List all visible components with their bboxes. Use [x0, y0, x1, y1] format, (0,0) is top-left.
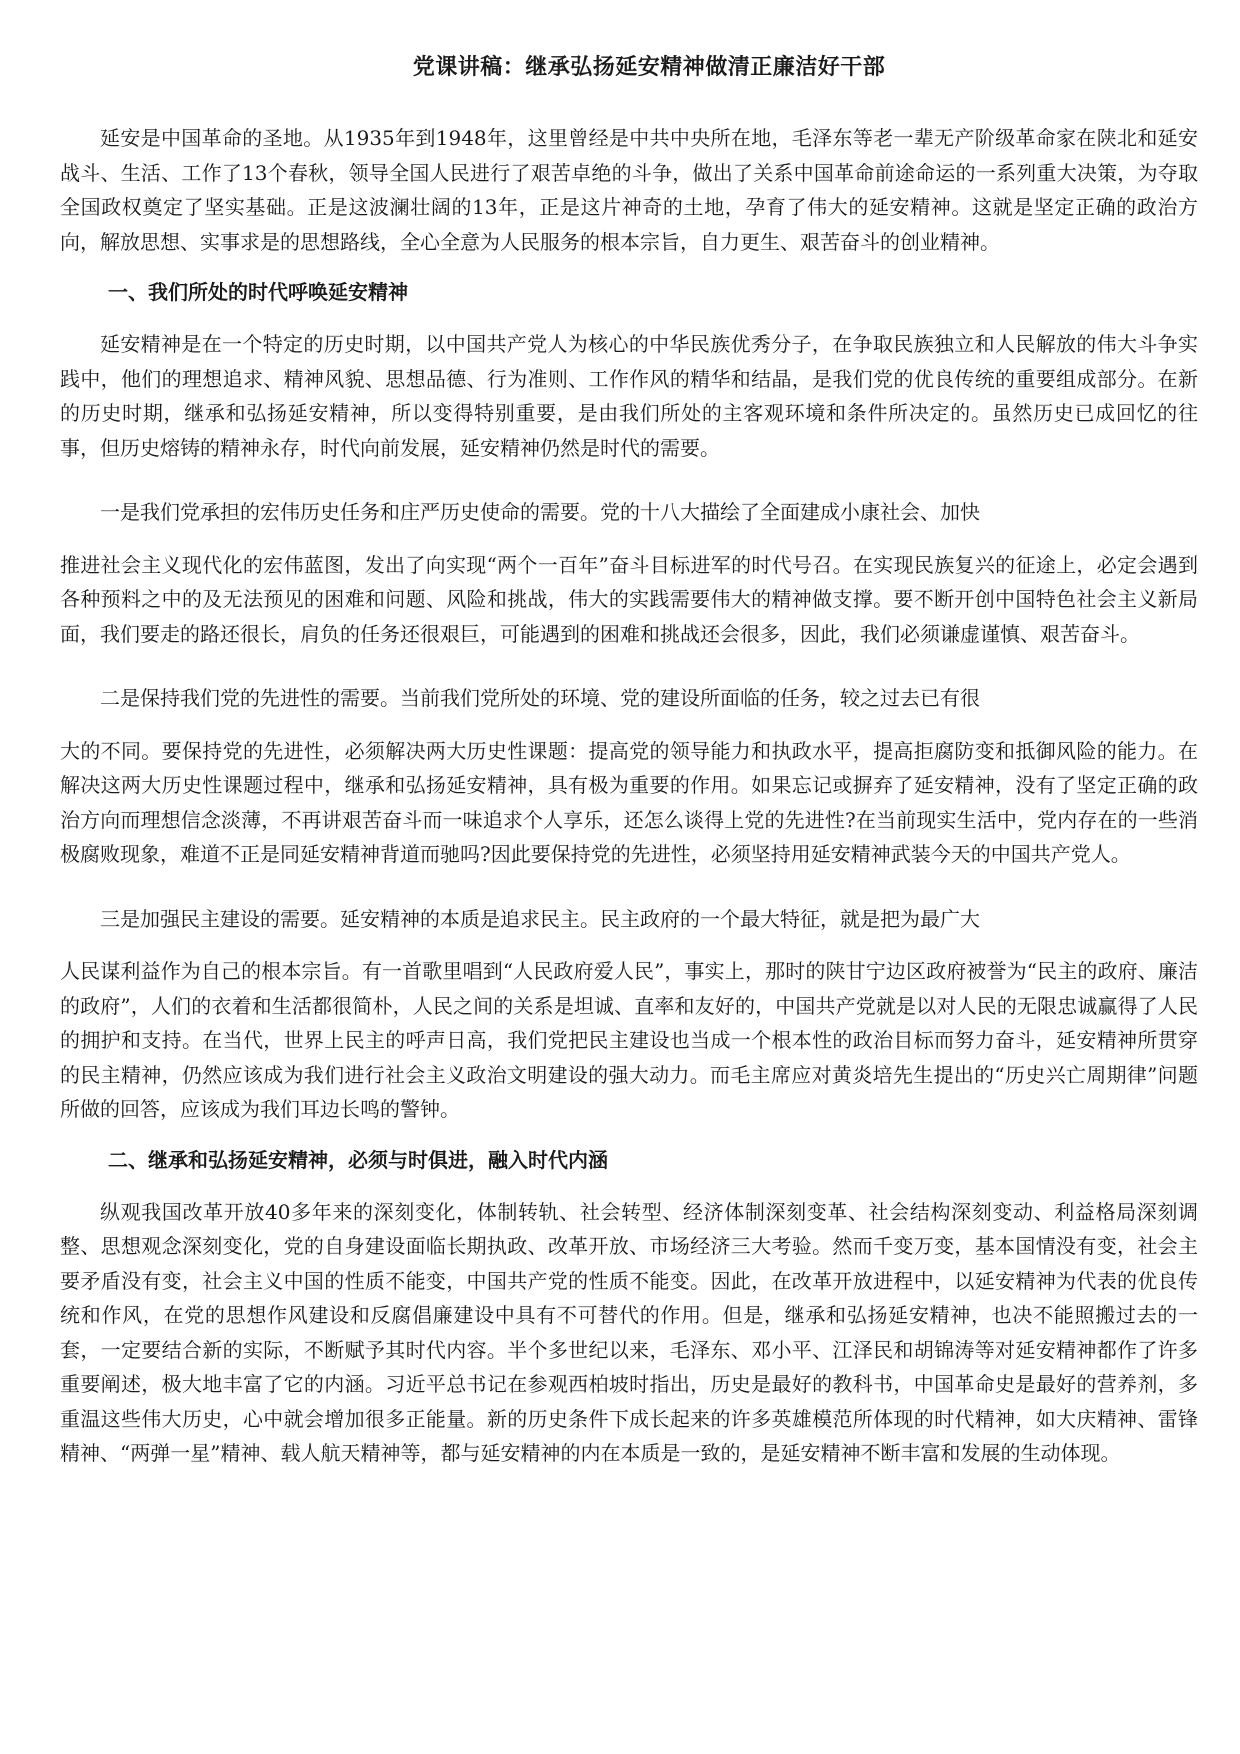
point-2-lead: 二是保持我们党的先进性的需要。	[100, 686, 400, 710]
point-3	[60, 902, 1198, 1127]
point-1-lead: 一是我们党承担的宏伟历史任务和庄严历史使命的需要。	[100, 500, 600, 524]
section-2-heading: 二、继承和弘扬延安精神，必须与时俱进，融入时代内涵	[108, 1147, 608, 1172]
point-2-body: 大的不同。要保持党的先进性，必须解决两大历史性课题：提高党的领导能力和执政水平，提高拒腐防变和抵御风险的能力。在解决这两大历史性课题过程中，继承和弘扬延安精神，具有极为重要的作用。如果忘记或摒弃了延安精神，没有了坚定正确的政治方向而理想信念淡薄，不再讲艰苦奋斗而一味追求个人享乐，还怎么谈得上党的先进性?在当前现实生活中，党内存在的一些消极腐败现象，难道不正是同延安精神背道而驰吗?因此要保持党的先进性，必须坚持用延安精神武装今天的中国共产党人。	[60, 738, 1198, 866]
point-3-lead: 三是加强民主建设的需要。	[100, 906, 340, 931]
point-3-first-line: 延安精神的本质是追求民主。民主政府的一个最大特征，就是把为最广大	[340, 906, 980, 931]
point-1	[60, 495, 1198, 651]
point-1-body: 推进社会主义现代化的宏伟蓝图，发出了向实现“两个一百年”奋斗目标进军的时代号召。在实现民族复兴的征途上，必定会遇到各种预料之中的及无法预见的困难和问题、风险和挑战，伟大的实践需要伟大的精神做支撑。要不断开创中国特色社会主义新局面，我们要走的路还很长，肩负的任务还很艰巨，可能遇到的困难和挑战还会很多，因此，我们必须谦虚谨慎、艰苦奋斗。	[60, 552, 1198, 646]
point-3-body: 人民谋利益作为自己的根本宗旨。有一首歌里唱到“人民政府爱人民”，事实上，那时的陕甘宁边区政府被誉为“民主的政府、廉洁的政府”，人们的衣着和生活都很简朴，人民之间的关系是坦诚、直率和友好的，中国共产党就是以对人民的无限忠诚赢得了人民的拥护和支持。在当代，世界上民主的呼声日高，我们党把民主建设也当成一个根本性的政治目标而努力奋斗，延安精神所贯穿的民主精神，仍然应该成为我们进行社会主义政治文明建设的强大动力。而毛主席应对黄炎培先生提出的“历史兴亡周期律”问题所做的回答，应该成为我们耳边长鸣的警钟。	[60, 959, 1198, 1121]
document-title: 党课讲稿：继承弘扬延安精神做清正廉洁好干部	[412, 55, 886, 80]
point-2	[60, 681, 1198, 872]
point-2-first-line: 当前我们党所处的环境、党的建设所面临的任务，较之过去已有很	[400, 686, 980, 710]
section-2-paragraph: 纵观我国改革开放40多年来的深刻变化，体制转轨、社会转型、经济体制深刻变革、社会结构深刻变动、利益格局深刻调整、思想观念深刻变化，党的自身建设面临长期执政、改革开放、市场经济三大考验。然而千变万变，基本国情没有变，社会主要矛盾没有变，社会主义中国的性质不能变，中国共产党的性质不能变。因此，在改革开放进程中，以延安精神为代表的优良传统和作风，在党的思想作风建设和反腐倡廉建设中具有不可替代的作用。但是，继承和弘扬延安精神，也决不能照搬过去的一套，一定要结合新的实际，不断赋予其时代内容。半个多世纪以来，毛泽东、邓小平、江泽民和胡锦涛等对延安精神都作了许多重要阐述，极大地丰富了它的内涵。习近平总书记在参观西柏坡时指出，历史是最好的教科书，中国革命史是最好的营养剂，多重温这些伟大历史，心中就会增加很多正能量。新的历史条件下成长起来的许多英雄模范所体现的时代精神，如大庆精神、雷锋精神、“两弹一星”精神、载人航天精神等，都与延安精神的内在本质是一致的，是延安精神不断丰富和发展的生动体现。	[60, 1199, 1198, 1465]
section-1-heading: 一、我们所处的时代呼唤延安精神	[108, 280, 408, 304]
intro-paragraph: 延安是中国革命的圣地。从1935年到1948年，这里曾经是中共中央所在地，毛泽东等老一辈无产阶级革命家在陕北和延安战斗、生活、工作了13个春秋，领导全国人民进行了艰苦卓绝的斗争，做出了关系中国革命前途命运的一系列重大决策，为夺取全国政权奠定了坚实基础。正是这波澜壮阔的13年，正是这片神奇的土地，孕育了伟大的延安精神。这就是坚定正确的政治方向，解放思想、实事求是的思想路线，全心全意为人民服务的根本宗旨，自力更生、艰苦奋斗的创业精神。	[60, 126, 1198, 254]
section-1-paragraph: 延安精神是在一个特定的历史时期，以中国共产党人为核心的中华民族优秀分子，在争取民族独立和人民解放的伟大斗争实践中，他们的理想追求、精神风貌、思想品德、行为准则、工作作风的精华和结晶，是我们党的优良传统的重要组成部分。在新的历史时期，继承和弘扬延安精神，所以变得特别重要，是由我们所处的主客观环境和条件所决定的。虽然历史已成回忆的往事，但历史熔铸的精神永存，时代向前发展，延安精神仍然是时代的需要。	[60, 332, 1198, 460]
point-1-first-line: 党的十八大描绘了全面建成小康社会、加快	[600, 500, 980, 524]
